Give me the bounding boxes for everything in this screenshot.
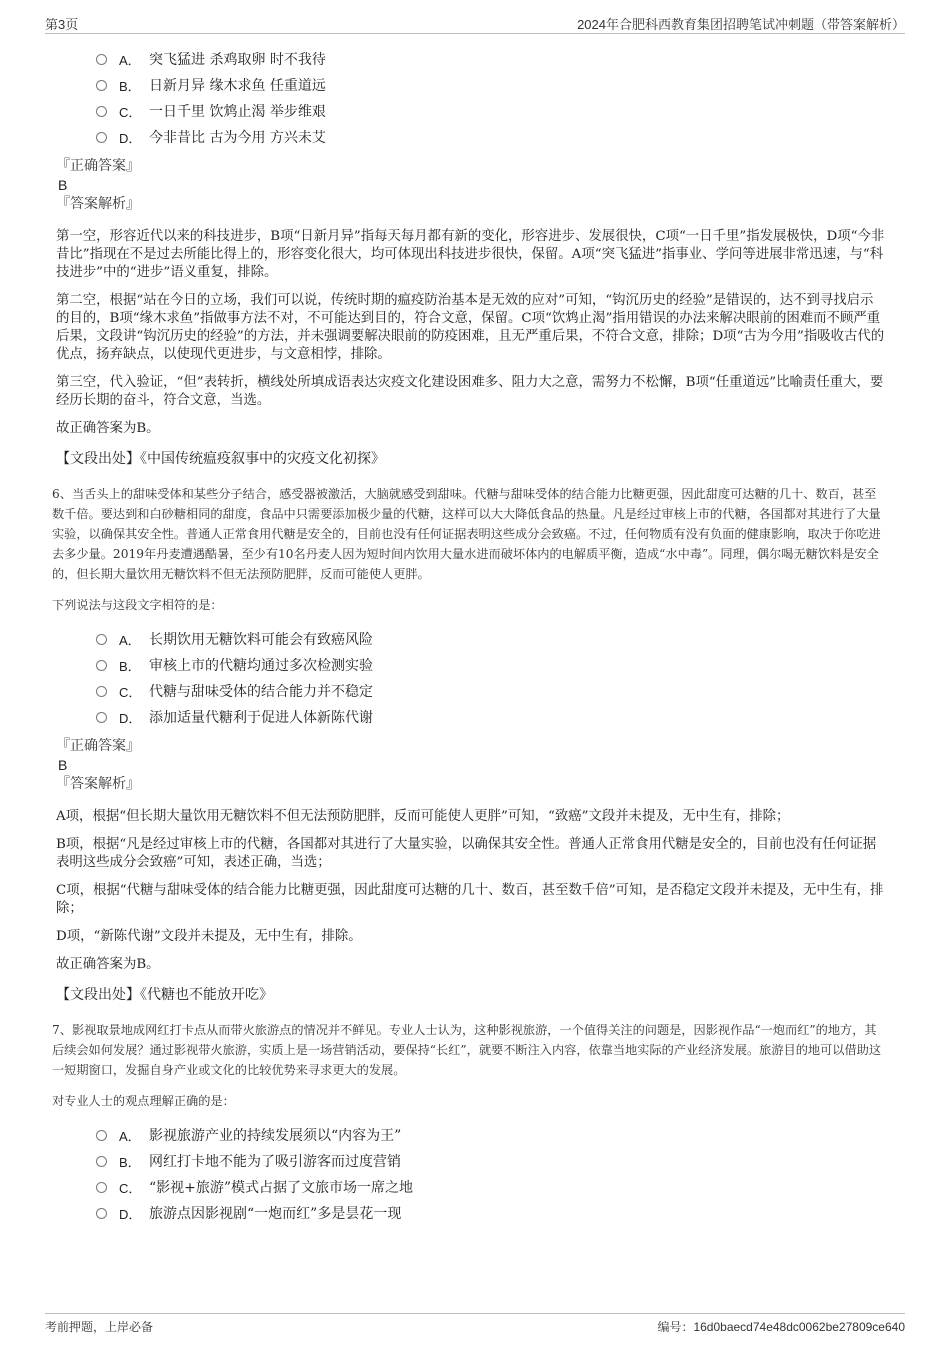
q6-analysis-label: 『答案解析』: [56, 776, 140, 792]
q6-analysis-para: A项，根据“但长期大量饮用无糖饮料不但无法预防肥胖，反而可能使人更胖”可知，“致癌”文段并未提及，无中生有，排除；: [56, 809, 790, 824]
q7-text: 7、影视取景地成网红打卡点从而带火旅游点的情况并不鲜见。专业人士认为，这种影视旅游，一个值得关注的问题是，因影视作品“一炮而红”的地方，其后续会如何发展？通过影视带火旅游，实质上是一场营销活动，要保持“长红”，就要不断注入内容，依靠当地实际的产业经济发展。旅游目的地可以借助这一短期窗口，发掘自身产业或文化的比较优势来寻求更大的发展。: [52, 1023, 882, 1077]
radio-icon[interactable]: [96, 106, 107, 117]
footer-slogan: 考前押题，上岸必备: [45, 1320, 154, 1334]
q5-analysis-para: 第二空，根据“站在今日的立场，我们可以说，传统时期的瘟疫防治基本是无效的应对”可知，“钩沉历史的经验”是错误的，达不到寻找启示的目的，B项“缘木求鱼”指做事方法不对，不可能达到目的，符合文意，保留。C项“饮鸩止渴”指用错误的办法来解决眼前的困难而不顾严重后果，文段讲“钩沉历史的经验”的方法，并未强调要解决眼前的防疫困难，且无严重后果，不符合文意，排除；D项“古为今用”指吸收古代的优点，扬弃缺点，以使现代更进步，与文意相悖，排除。: [56, 293, 885, 362]
source-title: 《中国传统瘟疫叙事中的灾疫文化初探》: [140, 451, 385, 467]
source-tag: 【文段出处】: [56, 987, 140, 1003]
q6-analysis-para: B项，根据“凡是经过审核上市的代糖，各国都对其进行了大量实验，以确保其安全性。普通人正常食用代糖是安全的，目前也没有任何证据表明这些成分会致癌”可知，表述正确，当选；: [56, 837, 877, 870]
q6-analysis-para: C项，根据“代糖与甜味受体的结合能力比糖更强，因此甜度可达糖的几十、数百，甚至数千倍”可知，是否稳定文段并未提及，无中生有，排除；: [56, 883, 884, 916]
q7-option-d[interactable]: D． 旅游点因影视剧“一炮而红”多是昙花一现: [96, 1200, 886, 1226]
q5-conclusion: 故正确答案为B。: [56, 421, 160, 436]
document-title: 2024年合肥科西教育集团招聘笔试冲刺题（带答案解析）: [577, 17, 905, 32]
q5-analysis-para: 第三空，代入验证，“但”表转折，横线处所填成语表达灾疫文化建设困难多、阻力大之意，需努力不松懈，B项“任重道远”比喻责任重大，要经历长期的奋斗，符合文意，当选。: [56, 375, 884, 408]
q5-analysis-para: 第一空，形容近代以来的科技进步，B项“日新月异”指每天每月都有新的变化，形容进步、发展很快，C项“一日千里”指发展极快，D项“今非昔比”指现在不是过去所能比得上的，形容变化很大，均可体现出科技进步很快，保留。A项“突飞猛进”指事业、学问等进展非常迅速，与“科技进步”中的“进步”语义重复，排除。: [56, 229, 885, 280]
source-title: 《代糖也不能放开吃》: [140, 987, 273, 1003]
radio-icon[interactable]: [96, 686, 107, 697]
q5-option-b[interactable]: B． 日新月异 缘木求鱼 任重道远: [96, 72, 886, 98]
q6-conclusion: 故正确答案为B。: [56, 957, 160, 972]
page-content: [52, 44, 886, 1232]
page-footer: [45, 1313, 905, 1334]
q6-option-b[interactable]: B． 审核上市的代糖均通过多次检测实验: [96, 652, 886, 678]
page-header: [45, 12, 905, 34]
q7-prompt: 对专业人士的观点理解正确的是：: [52, 1094, 235, 1108]
page-number: 第3页: [45, 17, 79, 32]
radio-icon[interactable]: [96, 1182, 107, 1193]
q6-answer-label: 『正确答案』: [56, 738, 140, 754]
q7-option-b[interactable]: B． 网红打卡地不能为了吸引游客而过度营销: [96, 1148, 886, 1174]
radio-icon[interactable]: [96, 54, 107, 65]
q7-option-c[interactable]: C． “影视+旅游”模式占据了文旅市场一席之地: [96, 1174, 886, 1200]
radio-icon[interactable]: [96, 1130, 107, 1141]
radio-icon[interactable]: [96, 132, 107, 143]
q5-source: [56, 450, 886, 468]
q6-option-d[interactable]: D． 添加适量代糖利于促进人体新陈代谢: [96, 704, 886, 730]
radio-icon[interactable]: [96, 1208, 107, 1219]
q5-option-c[interactable]: C． 一日千里 饮鸩止渴 举步维艰: [96, 98, 886, 124]
q6-text: 6、当舌头上的甜味受体和某些分子结合，感受器被激活，大脑就感受到甜味。代糖与甜味受体的结合能力比糖更强，因此甜度可达糖的几十、数百，甚至数千倍。要达到和白砂糖相同的甜度，食品中只需要添加极少量的代糖，这样可以大大降低食品的热量。凡是经过审核上市的代糖，各国都对其进行了大量实验，以确保其安全性。普通人正常食用代糖是安全的，目前也没有任何证据表明这些成分会致癌。不过，任何物质有没有负面的健康影响，取决于你吃进去多少量。2019年丹麦遭遇酷暑，至少有10名丹麦人因为短时间内饮用大量水进而破坏体内的电解质平衡，造成“水中毒”。同理，偶尔喝无糖饮料是安全的，但长期大量饮用无糖饮料不但无法预防肥胖，反而可能使人更胖。: [52, 487, 881, 581]
radio-icon[interactable]: [96, 712, 107, 723]
q5-analysis-label: 『答案解析』: [56, 196, 140, 212]
q6-answer: B: [58, 757, 68, 773]
q6-source: [56, 986, 886, 1004]
radio-icon[interactable]: [96, 634, 107, 645]
q6-prompt: 下列说法与这段文字相符的是：: [52, 598, 223, 612]
source-tag: 【文段出处】: [56, 451, 140, 467]
q7-option-a[interactable]: A． 影视旅游产业的持续发展须以“内容为王”: [96, 1122, 886, 1148]
q5-answer: B: [58, 177, 68, 193]
document-id-value: 16d0baecd74e48dc0062be27809ce640: [693, 1320, 905, 1334]
q5-answer-label: 『正确答案』: [56, 158, 140, 174]
q6-analysis-para: D项，“新陈代谢”文段并未提及，无中生有，排除。: [56, 929, 362, 944]
q5-options: [56, 46, 886, 150]
q5-option-a[interactable]: A． 突飞猛进 杀鸡取卵 时不我待: [96, 46, 886, 72]
radio-icon[interactable]: [96, 1156, 107, 1167]
q6-options: [56, 626, 886, 730]
radio-icon[interactable]: [96, 660, 107, 671]
q5-option-d[interactable]: D． 今非昔比 古为今用 方兴未艾: [96, 124, 886, 150]
q6-option-a[interactable]: A． 长期饮用无糖饮料可能会有致癌风险: [96, 626, 886, 652]
q7-options: [56, 1122, 886, 1226]
q6-option-c[interactable]: C． 代糖与甜味受体的结合能力并不稳定: [96, 678, 886, 704]
document-id: [657, 1318, 905, 1335]
radio-icon[interactable]: [96, 80, 107, 91]
document-id-label: 编号：: [657, 1320, 694, 1334]
